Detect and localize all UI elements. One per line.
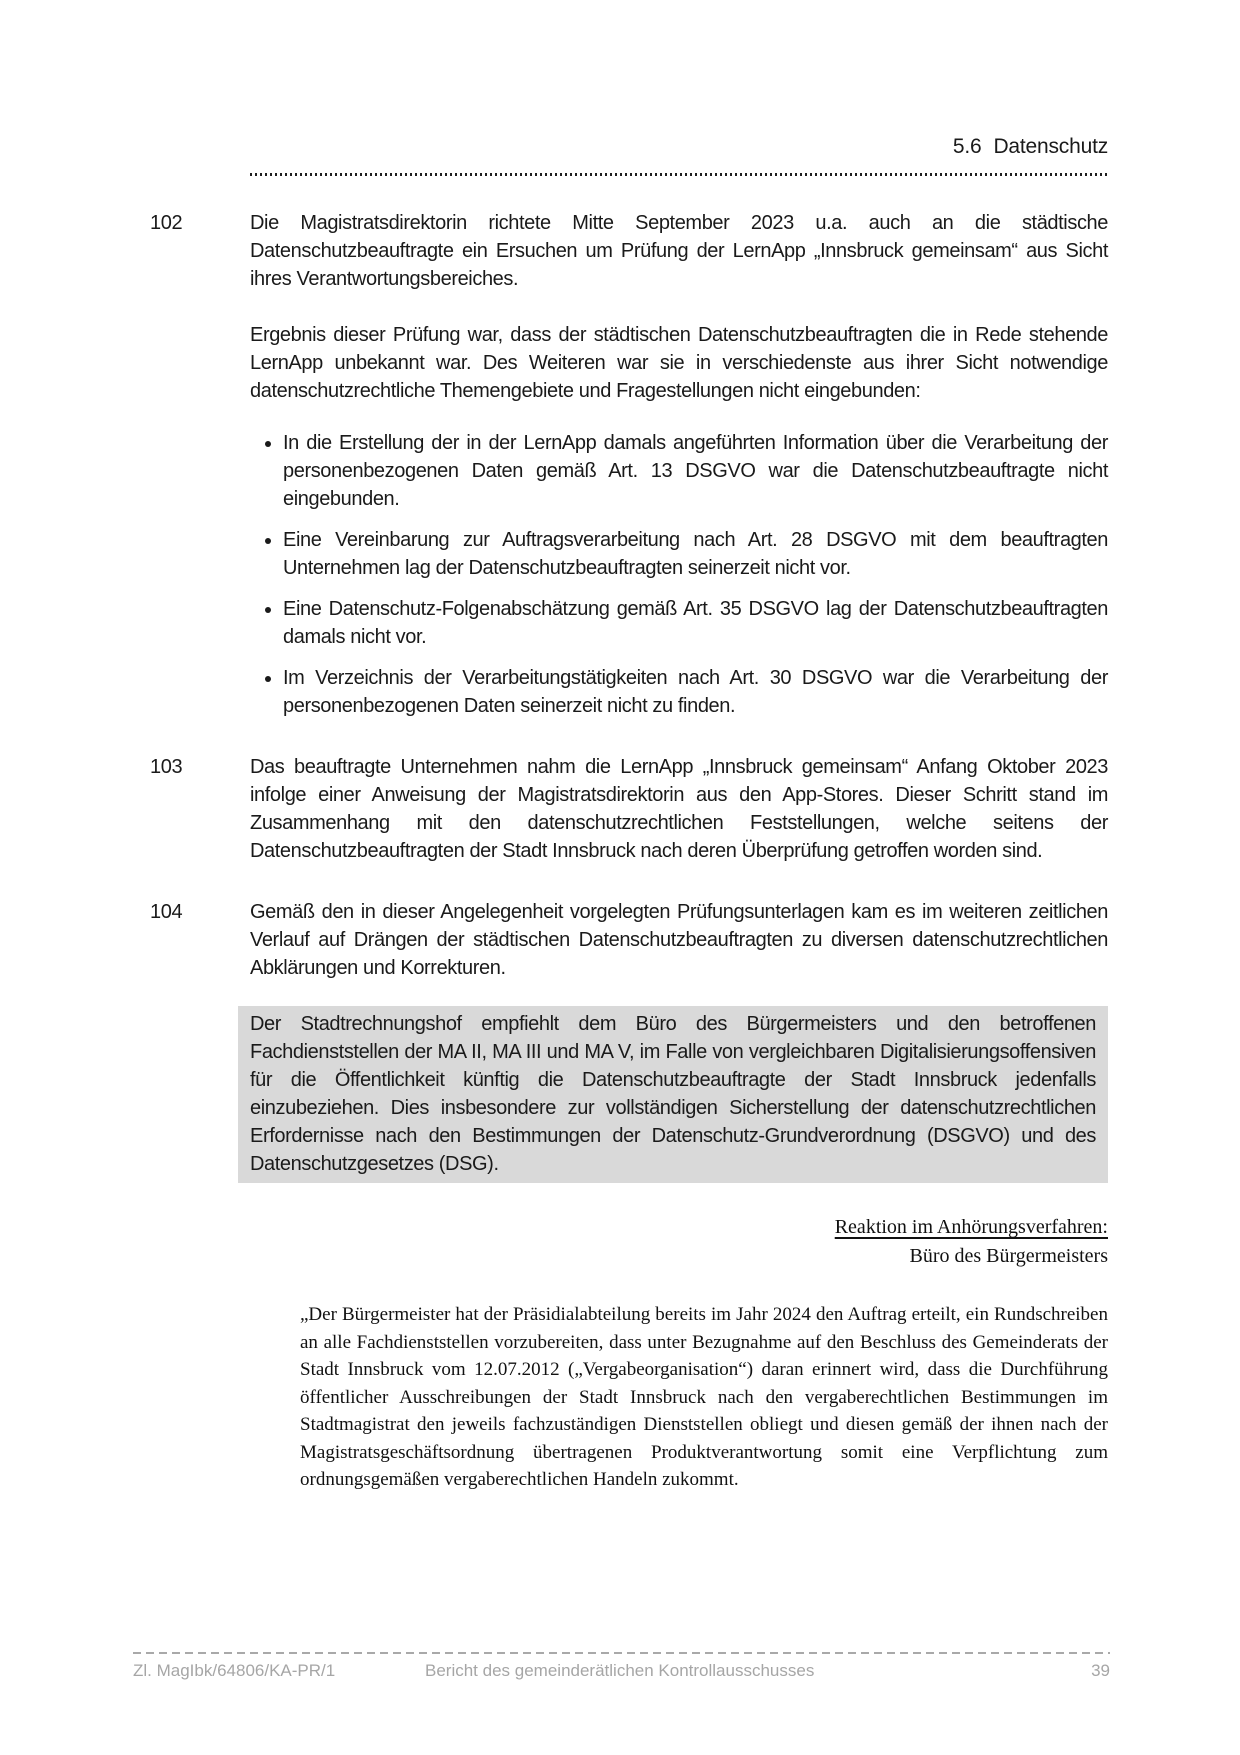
footer-reference: Zl. MagIbk/64806/KA-PR/1 <box>133 1661 336 1680</box>
paragraph-body <box>250 898 1108 982</box>
paragraph-text: Die Magistratsdirektorin richtete Mitte September 2023 u.a. auch an die städtische Datenschutzbeauftragte ein Ersuchen um Prüfung der LernApp „Innsbruck gemeinsam“ aus Sicht ihres Verantwortungsbereiches. <box>250 212 1108 290</box>
paragraph-103 <box>150 753 1108 865</box>
paragraph-text: Gemäß den in dieser Angelegenheit vorgelegten Prüfungsunterlagen kam es im weiteren zeitlichen Verlauf auf Drängen der städtischen Datenschutzbeauftragten zu diversen datenschutzrechtlichen Abklärungen und Korrekturen. <box>250 901 1108 979</box>
paragraph-number: 103 <box>150 756 183 778</box>
bullet-item: • Eine Datenschutz-Folgenabschätzung gemäß Art. 35 DSGVO lag der Datenschutzbeauftragten damals nicht vor. <box>283 595 1108 651</box>
quote-block: „Der Bürgermeister hat der Präsidialabteilung bereits im Jahr 2024 den Auftrag erteilt, ein Rundschreiben an alle Fachdienststellen vorzubereiten, dass unter Bezugnahme auf den Beschluss des Gemeinderats der Stadt Innsbruck vom 12.07.2012 („Vergabeorganisation“) daran erinnert wird, dass die Durchführung öffentlicher Ausschreibungen der Stadt Innsbruck nach den vergaberechtlichen Bestimmungen im Stadtmagistrat den jeweils fachzuständigen Dienststellen obliegt und diesen gemäß der ihnen nach der Magistratsgeschäftsordnung übertragenen Produktverantwortung somit eine Verpflichtung zum ordnungsgemäßen vergaberechtlichen Handeln zukommt. <box>300 1304 1108 1490</box>
paragraph-number: 102 <box>150 212 183 234</box>
page-footer <box>133 1652 1110 1681</box>
recommendation-highlight-block: Der Stadtrechnungshof empfiehlt dem Büro des Bürgermeisters und den betroffenen Fachdienststellen der MA II, MA III und MA V, im Falle von vergleichbaren Digitalisierungsoffensiven für die Öffentlichkeit künftig die Datenschutzbeauftragte der Stadt Innsbruck jedenfalls einzubeziehen. Dies insbesondere zur vollständigen Sicherstellung der datenschutzrechtlichen Erfordernisse nach den Bestimmungen der Datenschutz-Grundverordnung (DSGVO) und des Datenschutzgesetzes (DSG). <box>238 1006 1108 1183</box>
footer-dashed-rule <box>133 1652 1110 1654</box>
paragraph-102 <box>150 209 1108 720</box>
bullet-item: • Eine Vereinbarung zur Auftragsverarbeitung nach Art. 28 DSGVO mit dem beauftragten Unternehmen lag der Datenschutzbeauftragten seinerzeit nicht vor. <box>283 526 1108 582</box>
section-header <box>150 134 1108 160</box>
paragraph-body <box>250 209 1108 720</box>
header-dotted-rule <box>250 173 1108 176</box>
footer-document-title: Bericht des gemeinderätlichen Kontrollausschusses <box>425 1661 815 1680</box>
paragraph-body <box>250 753 1108 865</box>
section-title: Datenschutz <box>993 135 1108 158</box>
bullet-item: • In die Erstellung der in der LernApp damals angeführten Information über die Verarbeitung der personenbezogenen Daten gemäß Art. 13 DSGVO war die Datenschutzbeauftragte nicht eingebunden. <box>283 429 1108 513</box>
paragraph-number: 104 <box>150 901 183 923</box>
paragraph-104 <box>150 898 1108 982</box>
bullet-item: • Im Verzeichnis der Verarbeitungstätigkeiten nach Art. 30 DSGVO war die Verarbeitung der personenbezogenen Daten seinerzeit nicht zu finden. <box>283 664 1108 720</box>
reaction-section <box>150 1213 1108 1271</box>
reaction-heading: Reaktion im Anhörungsverfahren: <box>834 1216 1108 1238</box>
reaction-source: Büro des Bürgermeisters <box>909 1245 1108 1267</box>
footer-page-number: 39 <box>1091 1661 1110 1680</box>
paragraph-text: Das beauftragte Unternehmen nahm die LernApp „Innsbruck gemeinsam“ Anfang Oktober 2023 infolge einer Anweisung der Magistratsdirektorin aus den App-Stores. Dieser Schritt stand im Zusammenhang mit den datenschutzrechtlichen Feststellungen, welche seitens der Datenschutzbeauftragten der Stadt Innsbruck nach deren Überprüfung getroffen worden sind. <box>250 756 1108 862</box>
bullet-list <box>250 429 1108 720</box>
page-content <box>150 134 1108 1494</box>
paragraph-text: Ergebnis dieser Prüfung war, dass der städtischen Datenschutzbeauftragten die in Rede stehende LernApp unbekannt war. Des Weiteren war sie in verschiedenste aus ihrer Sicht notwendige datenschutzrechtliche Themengebiete und Fragestellungen nicht eingebunden: <box>250 324 1108 402</box>
footer-row <box>133 1661 1110 1681</box>
section-number: 5.6 <box>952 135 982 158</box>
